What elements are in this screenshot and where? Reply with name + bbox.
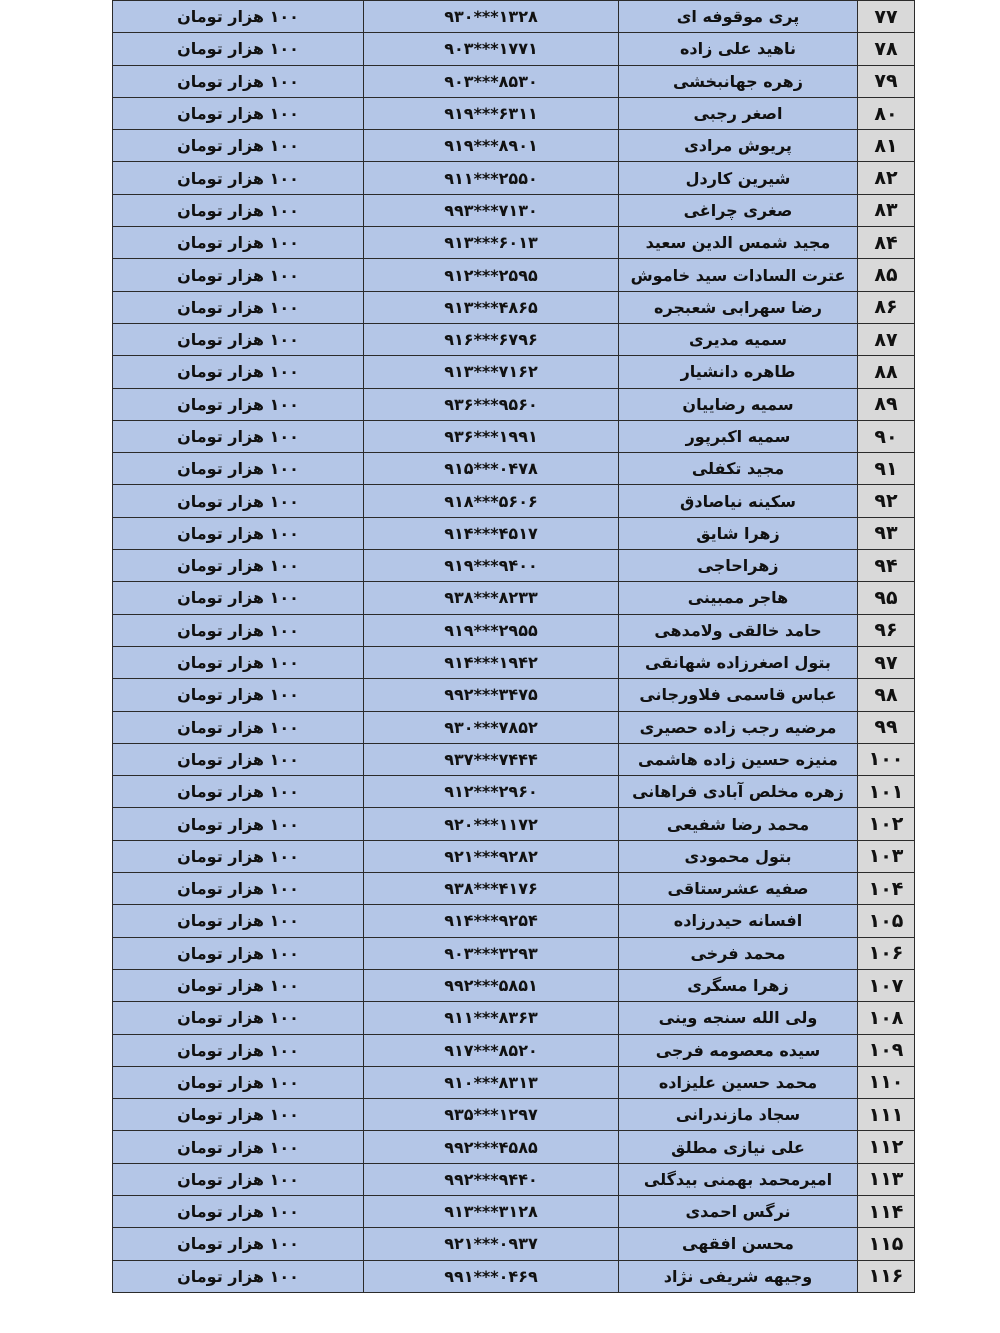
masked-phone: ۹۱۳***۴۸۶۵ bbox=[364, 291, 619, 323]
masked-phone: ۹۳۶***۹۵۶۰ bbox=[364, 388, 619, 420]
table-row bbox=[113, 227, 915, 259]
prize-amount: ۱۰۰ هزار تومان bbox=[113, 485, 364, 517]
row-number: ۹۷ bbox=[858, 646, 915, 678]
table-row bbox=[113, 259, 915, 291]
table-row bbox=[113, 194, 915, 226]
row-number: ۸۸ bbox=[858, 356, 915, 388]
prize-amount: ۱۰۰ هزار تومان bbox=[113, 1131, 364, 1163]
table-row bbox=[113, 1099, 915, 1131]
masked-phone: ۹۱۳***۳۱۲۸ bbox=[364, 1195, 619, 1227]
winner-name: پریوش مرادی bbox=[619, 130, 858, 162]
winner-name: ولی الله سنجه وینی bbox=[619, 1002, 858, 1034]
row-number: ۱۰۷ bbox=[858, 969, 915, 1001]
winners-table bbox=[112, 0, 915, 1293]
table-row bbox=[113, 1066, 915, 1098]
row-number: ۸۰ bbox=[858, 97, 915, 129]
winners-sheet bbox=[112, 0, 914, 1332]
table-row bbox=[113, 1034, 915, 1066]
row-number: ۸۱ bbox=[858, 130, 915, 162]
row-number: ۷۹ bbox=[858, 65, 915, 97]
table-row bbox=[113, 130, 915, 162]
prize-amount: ۱۰۰ هزار تومان bbox=[113, 162, 364, 194]
row-number: ۱۰۹ bbox=[858, 1034, 915, 1066]
prize-amount: ۱۰۰ هزار تومان bbox=[113, 1163, 364, 1195]
prize-amount: ۱۰۰ هزار تومان bbox=[113, 937, 364, 969]
winner-name: محمد فرخی bbox=[619, 937, 858, 969]
table-row bbox=[113, 679, 915, 711]
table-row bbox=[113, 550, 915, 582]
row-number: ۸۳ bbox=[858, 194, 915, 226]
row-number: ۸۲ bbox=[858, 162, 915, 194]
masked-phone: ۹۱۹***۶۳۱۱ bbox=[364, 97, 619, 129]
winner-name: زهرا مسگری bbox=[619, 969, 858, 1001]
winner-name: هاجر ممبینی bbox=[619, 582, 858, 614]
table-row bbox=[113, 1163, 915, 1195]
masked-phone: ۹۲۱***۰۹۳۷ bbox=[364, 1228, 619, 1260]
masked-phone: ۹۱۲***۲۹۶۰ bbox=[364, 776, 619, 808]
row-number: ۸۷ bbox=[858, 323, 915, 355]
table-row bbox=[113, 1131, 915, 1163]
masked-phone: ۹۱۷***۸۵۲۰ bbox=[364, 1034, 619, 1066]
row-number: ۱۱۳ bbox=[858, 1163, 915, 1195]
winner-name: نرگس احمدی bbox=[619, 1195, 858, 1227]
prize-amount: ۱۰۰ هزار تومان bbox=[113, 582, 364, 614]
masked-phone: ۹۳۸***۸۲۳۳ bbox=[364, 582, 619, 614]
prize-amount: ۱۰۰ هزار تومان bbox=[113, 97, 364, 129]
prize-amount: ۱۰۰ هزار تومان bbox=[113, 259, 364, 291]
row-number: ۱۱۴ bbox=[858, 1195, 915, 1227]
winner-name: شیرین کاردل bbox=[619, 162, 858, 194]
table-row bbox=[113, 1260, 915, 1292]
prize-amount: ۱۰۰ هزار تومان bbox=[113, 905, 364, 937]
winner-name: امیرمحمد بهمنی بیدگلی bbox=[619, 1163, 858, 1195]
winner-name: سمیه اکبرپور bbox=[619, 420, 858, 452]
prize-amount: ۱۰۰ هزار تومان bbox=[113, 517, 364, 549]
row-number: ۷۷ bbox=[858, 1, 915, 33]
masked-phone: ۹۳۶***۱۹۹۱ bbox=[364, 420, 619, 452]
prize-amount: ۱۰۰ هزار تومان bbox=[113, 679, 364, 711]
masked-phone: ۹۱۸***۵۶۰۶ bbox=[364, 485, 619, 517]
winners-table-body bbox=[113, 1, 915, 1293]
table-row bbox=[113, 873, 915, 905]
masked-phone: ۹۱۰***۸۳۱۳ bbox=[364, 1066, 619, 1098]
table-row bbox=[113, 65, 915, 97]
row-number: ۱۱۰ bbox=[858, 1066, 915, 1098]
winner-name: سمیه مدیری bbox=[619, 323, 858, 355]
table-row bbox=[113, 743, 915, 775]
masked-phone: ۹۲۱***۹۲۸۲ bbox=[364, 840, 619, 872]
winner-name: افسانه حیدرزاده bbox=[619, 905, 858, 937]
masked-phone: ۹۹۱***۰۴۶۹ bbox=[364, 1260, 619, 1292]
prize-amount: ۱۰۰ هزار تومان bbox=[113, 1099, 364, 1131]
winner-name: پری موقوفه ای bbox=[619, 1, 858, 33]
row-number: ۸۴ bbox=[858, 227, 915, 259]
row-number: ۱۱۵ bbox=[858, 1228, 915, 1260]
table-row bbox=[113, 969, 915, 1001]
prize-amount: ۱۰۰ هزار تومان bbox=[113, 743, 364, 775]
masked-phone: ۹۰۳***۸۵۳۰ bbox=[364, 65, 619, 97]
table-row bbox=[113, 420, 915, 452]
winner-name: رضا سهرابی شعبجره bbox=[619, 291, 858, 323]
winner-name: سکینه نیاصادق bbox=[619, 485, 858, 517]
winner-name: مجید تکفلی bbox=[619, 453, 858, 485]
prize-amount: ۱۰۰ هزار تومان bbox=[113, 323, 364, 355]
winner-name: عترت السادات سید خاموش bbox=[619, 259, 858, 291]
row-number: ۸۵ bbox=[858, 259, 915, 291]
masked-phone: ۹۳۵***۱۲۹۷ bbox=[364, 1099, 619, 1131]
prize-amount: ۱۰۰ هزار تومان bbox=[113, 1066, 364, 1098]
row-number: ۹۶ bbox=[858, 614, 915, 646]
winner-name: بتول محمودی bbox=[619, 840, 858, 872]
masked-phone: ۹۳۰***۷۸۵۲ bbox=[364, 711, 619, 743]
row-number: ۱۰۶ bbox=[858, 937, 915, 969]
prize-amount: ۱۰۰ هزار تومان bbox=[113, 194, 364, 226]
winner-name: صغری چراغی bbox=[619, 194, 858, 226]
masked-phone: ۹۱۹***۹۴۰۰ bbox=[364, 550, 619, 582]
masked-phone: ۹۱۱***۲۵۵۰ bbox=[364, 162, 619, 194]
winner-name: زهراحاجی bbox=[619, 550, 858, 582]
prize-amount: ۱۰۰ هزار تومان bbox=[113, 840, 364, 872]
row-number: ۹۰ bbox=[858, 420, 915, 452]
winner-name: زهرا شایق bbox=[619, 517, 858, 549]
row-number: ۸۹ bbox=[858, 388, 915, 420]
prize-amount: ۱۰۰ هزار تومان bbox=[113, 1228, 364, 1260]
masked-phone: ۹۱۲***۲۵۹۵ bbox=[364, 259, 619, 291]
masked-phone: ۹۹۲***۹۴۴۰ bbox=[364, 1163, 619, 1195]
winner-name: مرضیه رجب زاده حصیری bbox=[619, 711, 858, 743]
row-number: ۸۶ bbox=[858, 291, 915, 323]
masked-phone: ۹۳۷***۷۴۴۴ bbox=[364, 743, 619, 775]
winner-name: محسن افقهی bbox=[619, 1228, 858, 1260]
table-row bbox=[113, 582, 915, 614]
masked-phone: ۹۳۰***۱۳۲۸ bbox=[364, 1, 619, 33]
prize-amount: ۱۰۰ هزار تومان bbox=[113, 550, 364, 582]
table-row bbox=[113, 937, 915, 969]
prize-amount: ۱۰۰ هزار تومان bbox=[113, 808, 364, 840]
table-row bbox=[113, 453, 915, 485]
table-row bbox=[113, 1, 915, 33]
row-number: ۹۹ bbox=[858, 711, 915, 743]
winner-name: مجید شمس الدین سعید bbox=[619, 227, 858, 259]
winner-name: صفیه عشرستاقی bbox=[619, 873, 858, 905]
masked-phone: ۹۰۳***۱۷۷۱ bbox=[364, 33, 619, 65]
table-row bbox=[113, 388, 915, 420]
winner-name: سجاد مازندرانی bbox=[619, 1099, 858, 1131]
winner-name: طاهره دانشیار bbox=[619, 356, 858, 388]
row-number: ۱۰۰ bbox=[858, 743, 915, 775]
winner-name: ناهید علی زاده bbox=[619, 33, 858, 65]
winner-name: بتول اصغرزاده شهانقی bbox=[619, 646, 858, 678]
masked-phone: ۹۱۴***۴۵۱۷ bbox=[364, 517, 619, 549]
winner-name: اصغر رجبی bbox=[619, 97, 858, 129]
prize-amount: ۱۰۰ هزار تومان bbox=[113, 33, 364, 65]
table-row bbox=[113, 291, 915, 323]
row-number: ۱۰۵ bbox=[858, 905, 915, 937]
winner-name: عباس قاسمی فلاورجانی bbox=[619, 679, 858, 711]
prize-amount: ۱۰۰ هزار تومان bbox=[113, 453, 364, 485]
row-number: ۱۱۶ bbox=[858, 1260, 915, 1292]
masked-phone: ۹۱۴***۹۲۵۴ bbox=[364, 905, 619, 937]
winner-name: زهره مخلص آبادی فراهانی bbox=[619, 776, 858, 808]
row-number: ۹۸ bbox=[858, 679, 915, 711]
masked-phone: ۹۱۳***۶۰۱۳ bbox=[364, 227, 619, 259]
table-row bbox=[113, 323, 915, 355]
prize-amount: ۱۰۰ هزار تومان bbox=[113, 873, 364, 905]
prize-amount: ۱۰۰ هزار تومان bbox=[113, 388, 364, 420]
table-row bbox=[113, 517, 915, 549]
winner-name: علی نیازی مطلق bbox=[619, 1131, 858, 1163]
row-number: ۱۰۲ bbox=[858, 808, 915, 840]
prize-amount: ۱۰۰ هزار تومان bbox=[113, 1, 364, 33]
prize-amount: ۱۰۰ هزار تومان bbox=[113, 969, 364, 1001]
row-number: ۱۰۸ bbox=[858, 1002, 915, 1034]
masked-phone: ۹۱۳***۷۱۶۲ bbox=[364, 356, 619, 388]
masked-phone: ۹۱۶***۶۷۹۶ bbox=[364, 323, 619, 355]
prize-amount: ۱۰۰ هزار تومان bbox=[113, 1034, 364, 1066]
prize-amount: ۱۰۰ هزار تومان bbox=[113, 356, 364, 388]
masked-phone: ۹۹۳***۷۱۳۰ bbox=[364, 194, 619, 226]
row-number: ۹۵ bbox=[858, 582, 915, 614]
masked-phone: ۹۱۹***۸۹۰۱ bbox=[364, 130, 619, 162]
masked-phone: ۹۱۱***۸۳۶۳ bbox=[364, 1002, 619, 1034]
prize-amount: ۱۰۰ هزار تومان bbox=[113, 420, 364, 452]
row-number: ۱۰۳ bbox=[858, 840, 915, 872]
prize-amount: ۱۰۰ هزار تومان bbox=[113, 1195, 364, 1227]
winner-name: محمد حسین علیزاده bbox=[619, 1066, 858, 1098]
table-row bbox=[113, 711, 915, 743]
prize-amount: ۱۰۰ هزار تومان bbox=[113, 1260, 364, 1292]
masked-phone: ۹۳۸***۴۱۷۶ bbox=[364, 873, 619, 905]
table-row bbox=[113, 33, 915, 65]
table-row bbox=[113, 614, 915, 646]
row-number: ۹۲ bbox=[858, 485, 915, 517]
row-number: ۱۰۴ bbox=[858, 873, 915, 905]
prize-amount: ۱۰۰ هزار تومان bbox=[113, 1002, 364, 1034]
winner-name: زهره جهانبخشی bbox=[619, 65, 858, 97]
table-row bbox=[113, 97, 915, 129]
row-number: ۹۱ bbox=[858, 453, 915, 485]
masked-phone: ۹۹۲***۳۴۷۵ bbox=[364, 679, 619, 711]
masked-phone: ۹۰۳***۳۲۹۳ bbox=[364, 937, 619, 969]
table-row bbox=[113, 808, 915, 840]
row-number: ۹۳ bbox=[858, 517, 915, 549]
row-number: ۱۱۱ bbox=[858, 1099, 915, 1131]
winner-name: حامد خالقی ولامدهی bbox=[619, 614, 858, 646]
table-row bbox=[113, 485, 915, 517]
masked-phone: ۹۱۵***۰۴۷۸ bbox=[364, 453, 619, 485]
row-number: ۱۱۲ bbox=[858, 1131, 915, 1163]
table-row bbox=[113, 162, 915, 194]
table-row bbox=[113, 1195, 915, 1227]
prize-amount: ۱۰۰ هزار تومان bbox=[113, 711, 364, 743]
winner-name: وجیهه شریفی نژاد bbox=[619, 1260, 858, 1292]
table-row bbox=[113, 1228, 915, 1260]
prize-amount: ۱۰۰ هزار تومان bbox=[113, 646, 364, 678]
prize-amount: ۱۰۰ هزار تومان bbox=[113, 776, 364, 808]
masked-phone: ۹۹۲***۵۸۵۱ bbox=[364, 969, 619, 1001]
winner-name: محمد رضا شفیعی bbox=[619, 808, 858, 840]
masked-phone: ۹۲۰***۱۱۷۲ bbox=[364, 808, 619, 840]
table-row bbox=[113, 840, 915, 872]
prize-amount: ۱۰۰ هزار تومان bbox=[113, 614, 364, 646]
prize-amount: ۱۰۰ هزار تومان bbox=[113, 130, 364, 162]
row-number: ۱۰۱ bbox=[858, 776, 915, 808]
table-row bbox=[113, 1002, 915, 1034]
winner-name: سمیه رضاییان bbox=[619, 388, 858, 420]
masked-phone: ۹۹۲***۴۵۸۵ bbox=[364, 1131, 619, 1163]
table-row bbox=[113, 905, 915, 937]
table-row bbox=[113, 646, 915, 678]
masked-phone: ۹۱۴***۱۹۴۲ bbox=[364, 646, 619, 678]
prize-amount: ۱۰۰ هزار تومان bbox=[113, 227, 364, 259]
row-number: ۹۴ bbox=[858, 550, 915, 582]
masked-phone: ۹۱۹***۲۹۵۵ bbox=[364, 614, 619, 646]
winner-name: منیزه حسین زاده هاشمی bbox=[619, 743, 858, 775]
prize-amount: ۱۰۰ هزار تومان bbox=[113, 291, 364, 323]
table-row bbox=[113, 776, 915, 808]
table-row bbox=[113, 356, 915, 388]
winner-name: سیده معصومه فرجی bbox=[619, 1034, 858, 1066]
row-number: ۷۸ bbox=[858, 33, 915, 65]
prize-amount: ۱۰۰ هزار تومان bbox=[113, 65, 364, 97]
